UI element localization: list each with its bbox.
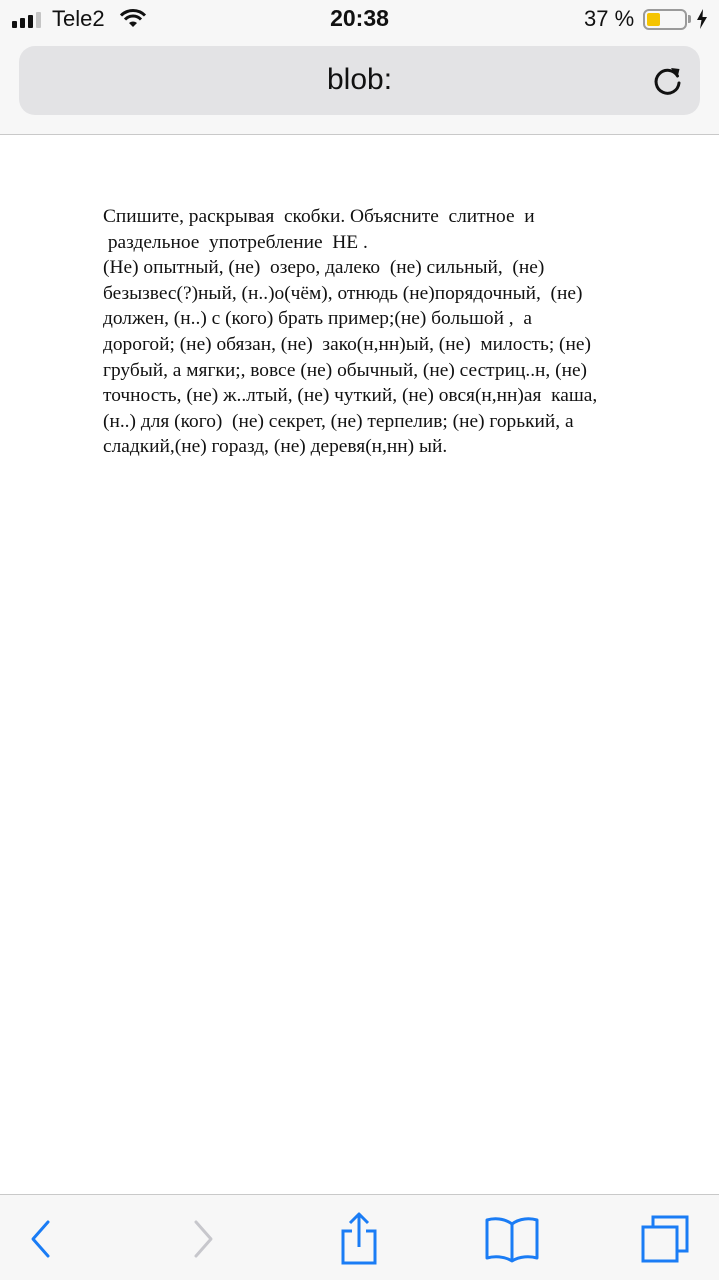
battery-level (647, 13, 660, 26)
bookmarks-button[interactable] (482, 1209, 542, 1269)
clock: 20:38 (330, 5, 389, 31)
forward-button[interactable] (173, 1209, 233, 1269)
bottom-toolbar (0, 1194, 719, 1280)
book-icon[interactable] (484, 1214, 540, 1264)
tabs-icon[interactable] (639, 1213, 691, 1265)
document-line: сладкий,(не) горазд, (не) деревя(н,нн) ый. (103, 436, 448, 458)
share-button[interactable] (329, 1209, 389, 1269)
chevron-right-icon[interactable] (191, 1219, 215, 1259)
document-line: безызвес(?)ный, (н..)о(чём), отнюдь (не)порядочный, (не) (103, 282, 583, 304)
carrier-name: Tele2 (52, 6, 105, 31)
url-text[interactable]: blob: (326, 63, 393, 96)
share-icon[interactable] (337, 1211, 381, 1267)
status-bar (0, 0, 719, 40)
tabs-button[interactable] (635, 1209, 695, 1269)
document-line: (н..) для (кого) (не) секрет, (не) терпелив; (не) горький, а (103, 410, 574, 432)
document-body (103, 204, 683, 460)
chevron-left-icon[interactable] (29, 1219, 53, 1259)
document-line: точность, (не) ж..лтый, (не) чуткий, (не) овся(н,нн)ая каша, (103, 385, 598, 407)
back-button[interactable] (11, 1209, 71, 1269)
address-bar[interactable] (19, 46, 700, 115)
browser-top-bar (0, 40, 719, 135)
document-line: (Не) опытный, (не) озеро, далеко (не) сильный, (не) (103, 257, 545, 279)
battery-tip (688, 15, 691, 23)
document-line: грубый, а мягки;, вовсе (не) обычный, (не) сестриц..н, (не) (103, 359, 588, 381)
document-line: должен, (н..) с (кого) брать пример;(не) большой , а (103, 308, 532, 330)
battery-icon (643, 9, 687, 30)
charging-icon (696, 9, 708, 29)
document-line: дорогой; (не) обязан, (не) зако(н,нн)ый, (не) милость; (не) (103, 333, 591, 355)
battery-percent: 37 % (584, 6, 635, 31)
document-line: Спишите, раскрывая скобки. Объясните слитное и (103, 206, 535, 227)
document-line: раздельное употребление НЕ . (103, 231, 368, 253)
reload-icon[interactable] (651, 64, 685, 98)
